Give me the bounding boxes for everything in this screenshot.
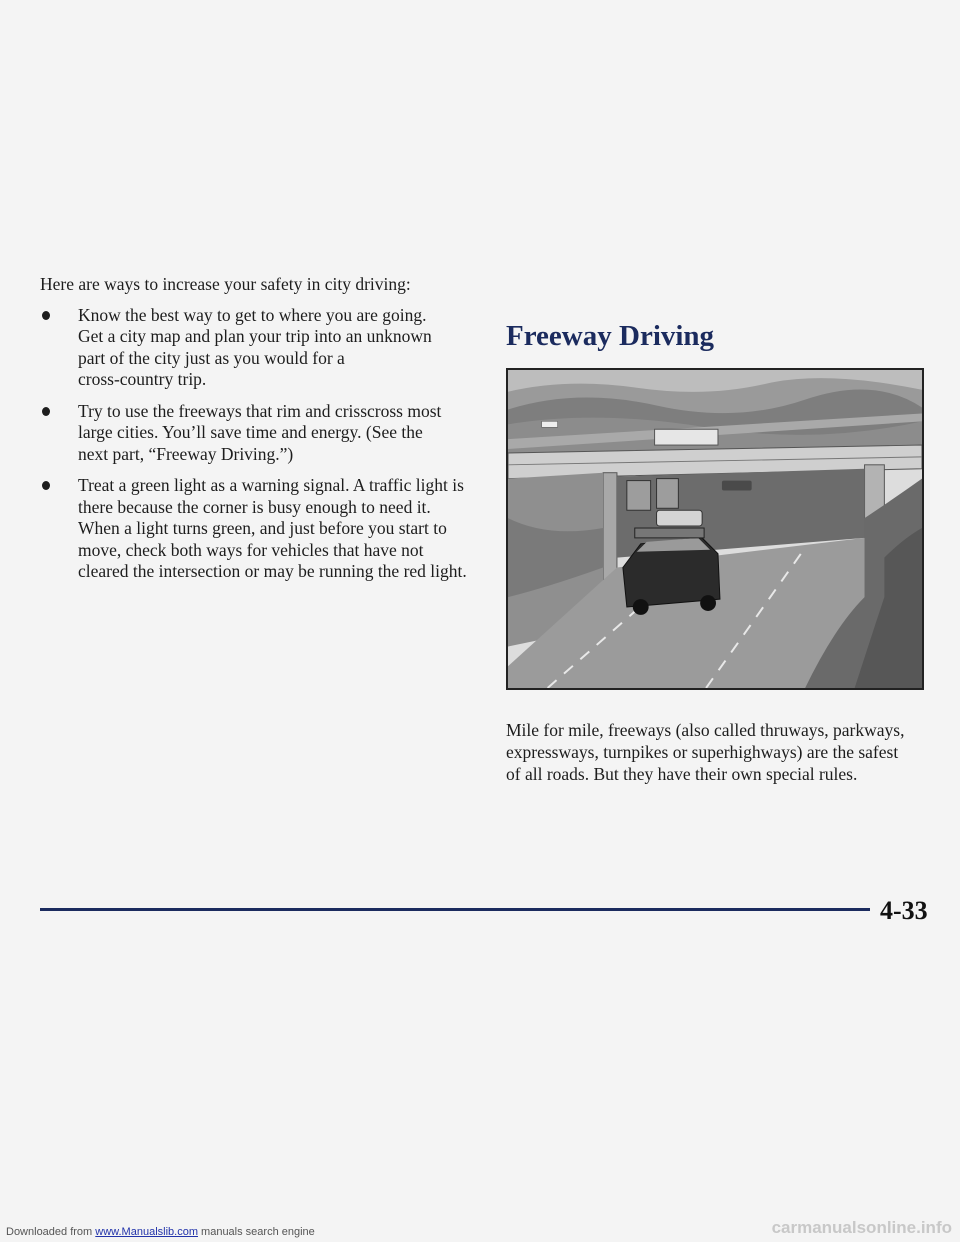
bullet-icon (42, 407, 50, 416)
bullet-line: Try to use the freeways that rim and crisscross most (78, 400, 442, 421)
page-number: 4-33 (880, 896, 928, 925)
bullet-line: When a light turns green, and just before you start to (78, 518, 447, 538)
freeway-illustration (506, 368, 924, 690)
bullet-line: cross-country trip. (78, 369, 207, 389)
caption-line: of all roads. But they have their own special rules. (506, 764, 858, 784)
intro-text: Here are ways to increase your safety in city driving: (40, 274, 411, 294)
bullet-item-freeways (40, 401, 480, 466)
caption-line: Mile for mile, freeways (also called thruways, parkways, (506, 720, 905, 740)
bullet-icon (42, 311, 50, 320)
caption-line: expressways, turnpikes or superhighways) are the safest (506, 742, 899, 762)
source-suffix: manuals search engine (197, 1226, 315, 1238)
bullet-item-city-map (40, 305, 480, 391)
bullet-line: Treat a green light as a warning signal. A traffic light is (78, 475, 464, 495)
bullet-line: large cities. You’ll save time and energy. (See the (78, 422, 423, 442)
bullet-item-green-light (40, 475, 480, 583)
source-line (6, 1226, 315, 1238)
bullet-line: next part, “Freeway Driving.”) (78, 443, 294, 464)
bullet-line: part of the city just as you would for a (78, 347, 345, 368)
watermark: carmanualsonline.info (771, 1218, 952, 1237)
footer-rule (40, 908, 870, 911)
bullet-line: there because the corner is busy enough to need it. (78, 496, 431, 517)
section-title: Freeway Driving (506, 320, 715, 352)
bullet-line: cleared the intersection or may be running the red light. (78, 561, 467, 581)
freeway-caption (506, 719, 926, 785)
bullet-icon (42, 481, 50, 490)
bullet-line: Know the best way to get to where you are going. (78, 304, 427, 325)
bullet-line: move, check both ways for vehicles that have not (78, 539, 424, 560)
freeway-scene-image (508, 370, 922, 688)
source-prefix: Downloaded from (6, 1226, 96, 1238)
left-column (40, 274, 480, 593)
source-link[interactable]: www.Manualslib.com (95, 1226, 198, 1238)
bullet-line: Get a city map and plan your trip into an unknown (78, 326, 432, 346)
